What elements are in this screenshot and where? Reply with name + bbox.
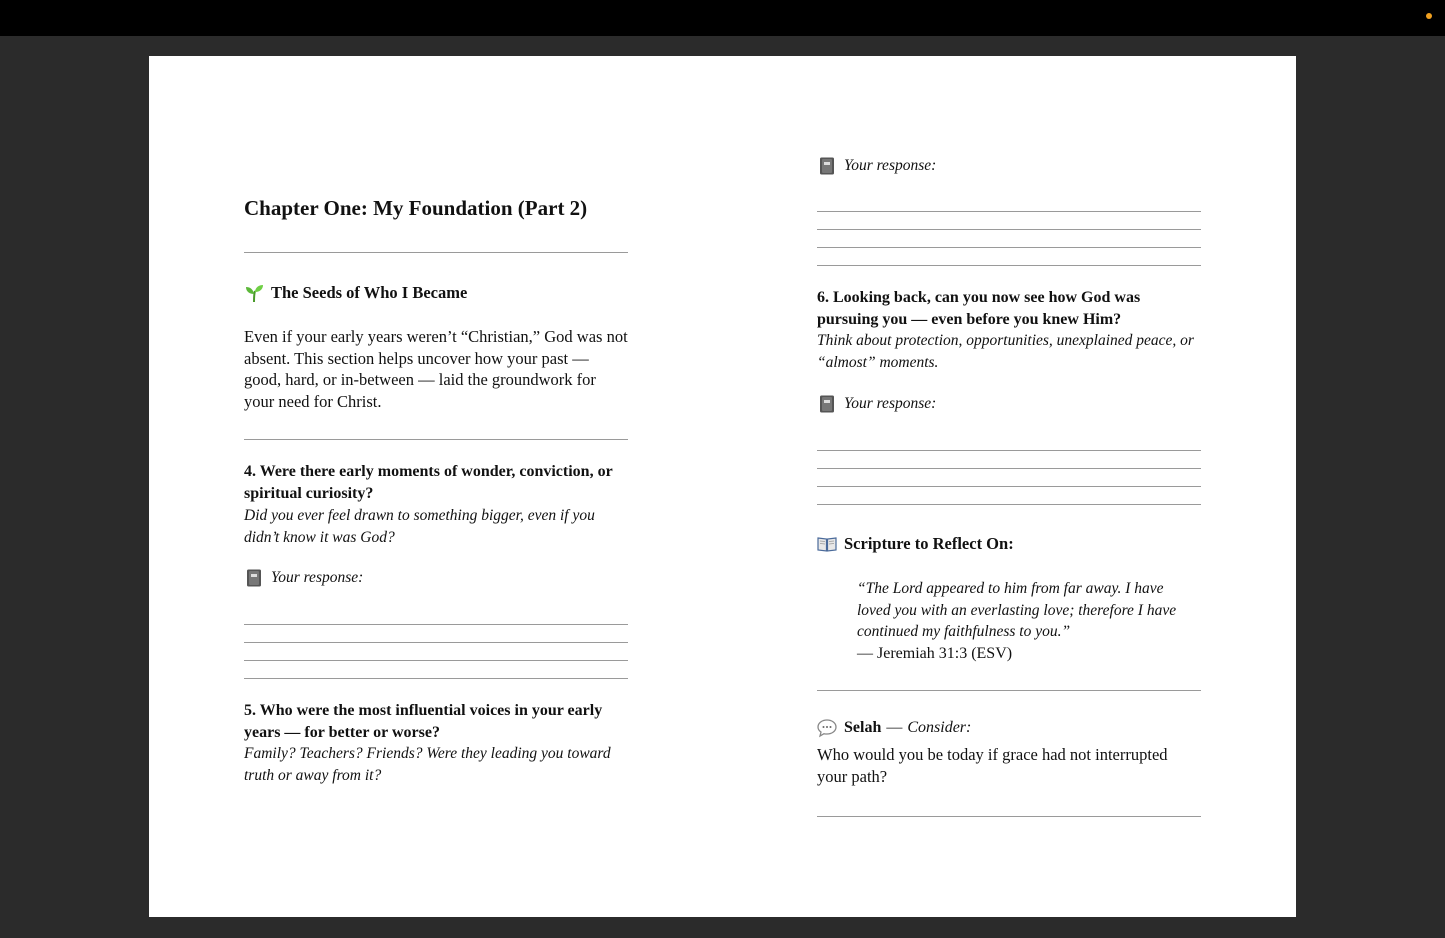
question-4: 4. Were there early moments of wonder, conviction, or spiritual curiosity? xyxy=(244,463,613,502)
response-prompt xyxy=(817,394,936,414)
scripture-reference: — Jeremiah 31:3 (ESV) xyxy=(857,644,1013,662)
selah-question: Who would you be today if grace had not interrupted your path? xyxy=(817,745,1168,786)
response-prompt xyxy=(817,156,936,176)
section-title: The Seeds of Who I Became xyxy=(271,283,468,302)
top-bar xyxy=(0,0,1445,36)
notebook-icon xyxy=(817,394,837,414)
question-4-hint: Did you ever feel drawn to something bigger, even if you didn’t know it was God? xyxy=(244,507,595,546)
scripture-title: Scripture to Reflect On: xyxy=(844,534,1014,553)
question-6: 6. Looking back, can you now see how God was pursuing you — even before you knew Him? xyxy=(817,289,1141,328)
question-6-hint: Think about protection, opportunities, unexplained peace, or “almost” moments. xyxy=(817,332,1194,371)
scripture-heading xyxy=(817,534,1014,554)
scripture-text: “The Lord appeared to him from far away. I have loved you with an everlasting love; therefore I have continued my faithfulness to you.” xyxy=(857,580,1177,640)
section-heading xyxy=(244,283,467,303)
selah-consider: Consider: xyxy=(907,719,972,736)
status-dot xyxy=(1426,13,1432,19)
scripture-quote xyxy=(857,578,1177,664)
selah-dash: — xyxy=(886,719,903,736)
response-label: Your response: xyxy=(844,157,937,174)
seedling-icon xyxy=(244,283,264,303)
divider xyxy=(244,252,628,253)
divider xyxy=(817,690,1201,691)
speech-bubble-icon xyxy=(817,718,837,738)
response-label: Your response: xyxy=(271,569,364,586)
divider xyxy=(817,816,1201,817)
response-lines[interactable] xyxy=(817,433,1201,505)
question-5: 5. Who were the most influential voices in your early years — for better or worse? xyxy=(244,702,603,741)
notebook-icon xyxy=(244,568,264,588)
response-lines[interactable] xyxy=(244,607,628,679)
response-prompt xyxy=(244,568,363,588)
selah-label: Selah xyxy=(844,719,882,736)
response-label: Your response: xyxy=(844,395,937,412)
notebook-icon xyxy=(817,156,837,176)
selah-heading xyxy=(817,718,971,738)
question-5-hint: Family? Teachers? Friends? Were they leading you toward truth or away from it? xyxy=(244,745,611,784)
chapter-title: Chapter One: My Foundation (Part 2) xyxy=(244,196,588,220)
divider xyxy=(244,439,628,440)
response-lines[interactable] xyxy=(817,194,1201,266)
document-page xyxy=(149,56,1296,917)
open-book-icon xyxy=(817,534,837,554)
intro-paragraph: Even if your early years weren’t “Christian,” God was not absent. This section helps uncover how your past — good, hard, or in-between — laid the groundwork for your need for Christ. xyxy=(244,327,628,411)
